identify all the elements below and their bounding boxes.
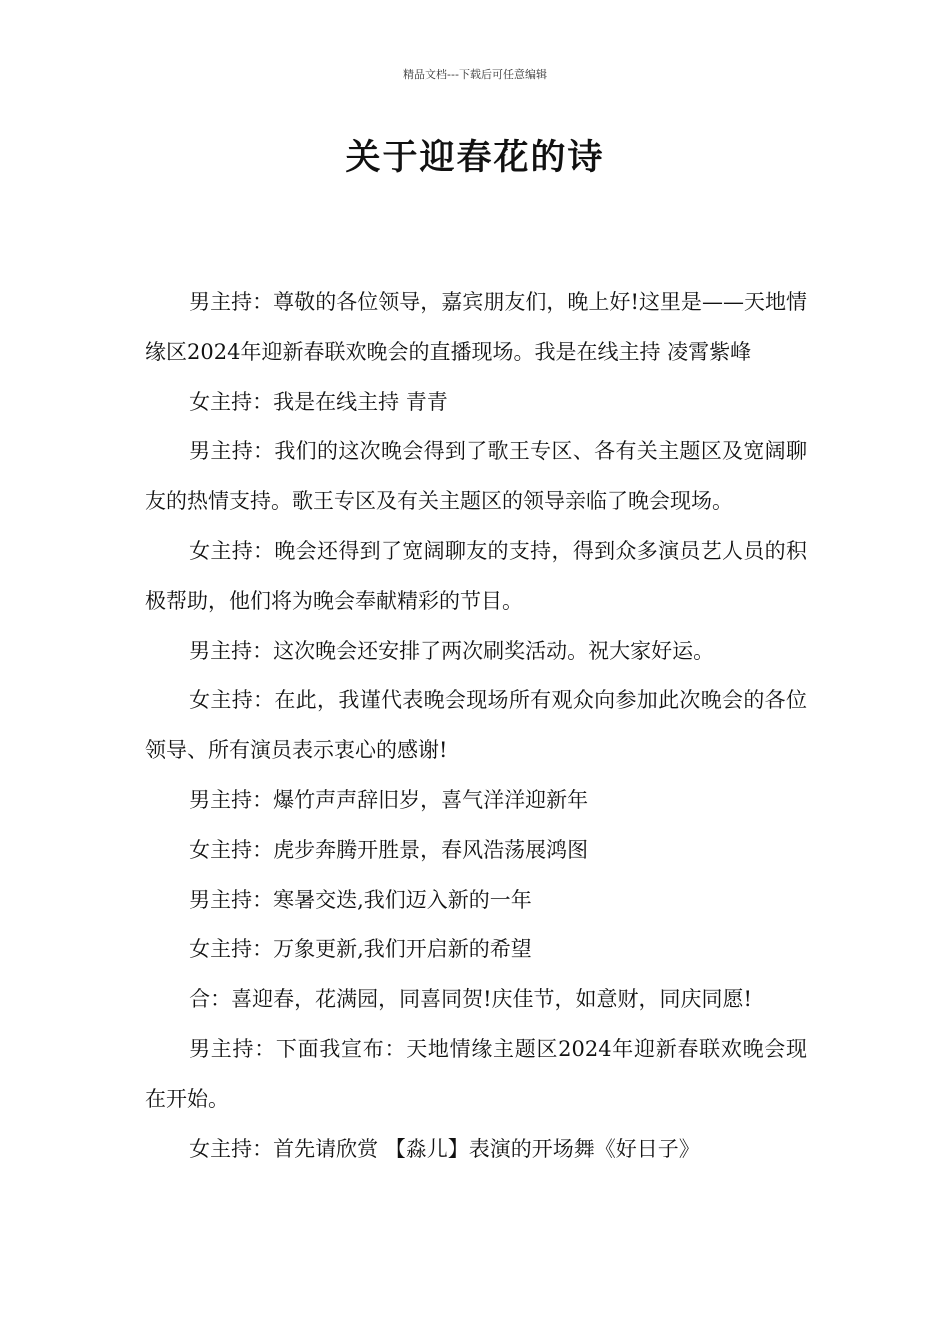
- paragraph: 女主持：首先请欣赏 【淼儿】表演的开场舞《好日子》: [189, 1136, 700, 1161]
- paragraph: 男主持：尊敬的各位领导，嘉宾朋友们，晚上好!这里是——天地情缘区2024年迎新春联欢晚会的直播现场。我是在线主持 凌霄紫峰: [145, 290, 807, 364]
- paragraph: 男主持：下面我宣布：天地情缘主题区2024年迎新春联欢晚会现在开始。: [145, 1036, 807, 1111]
- document-title: 关于迎春花的诗: [345, 137, 605, 178]
- paragraph: 男主持：这次晚会还安排了两次刷奖活动。祝大家好运。: [189, 638, 715, 663]
- paragraph: 男主持：爆竹声声辞旧岁，喜气洋洋迎新年: [189, 787, 589, 812]
- paragraph: 男主持：寒暑交迭,我们迈入新的一年: [189, 887, 532, 912]
- paragraph: 合：喜迎春，花满园，同喜同贺!庆佳节，如意财，同庆同愿!: [189, 987, 752, 1012]
- document-body: [145, 278, 807, 1174]
- paragraph: 女主持：虎步奔腾开胜景，春风浩荡展鸿图: [189, 837, 589, 862]
- paragraph: 男主持：我们的这次晚会得到了歌王专区、各有关主题区及宽阔聊友的热情支持。歌王专区及有关主题区的领导亲临了晚会现场。: [145, 439, 807, 514]
- paragraph: 女主持：万象更新,我们开启新的希望: [189, 937, 532, 962]
- paragraph: 女主持：在此，我谨代表晚会现场所有观众向参加此次晚会的各位领导、所有演员表示衷心的感谢!: [145, 688, 807, 763]
- paragraph: 女主持：晚会还得到了宽阔聊友的支持，得到众多演员艺人员的积极帮助，他们将为晚会奉献精彩的节目。: [145, 538, 807, 613]
- paragraph: 女主持：我是在线主持 青青: [189, 389, 448, 414]
- header-note: 精品文档---下载后可任意编辑: [403, 68, 547, 81]
